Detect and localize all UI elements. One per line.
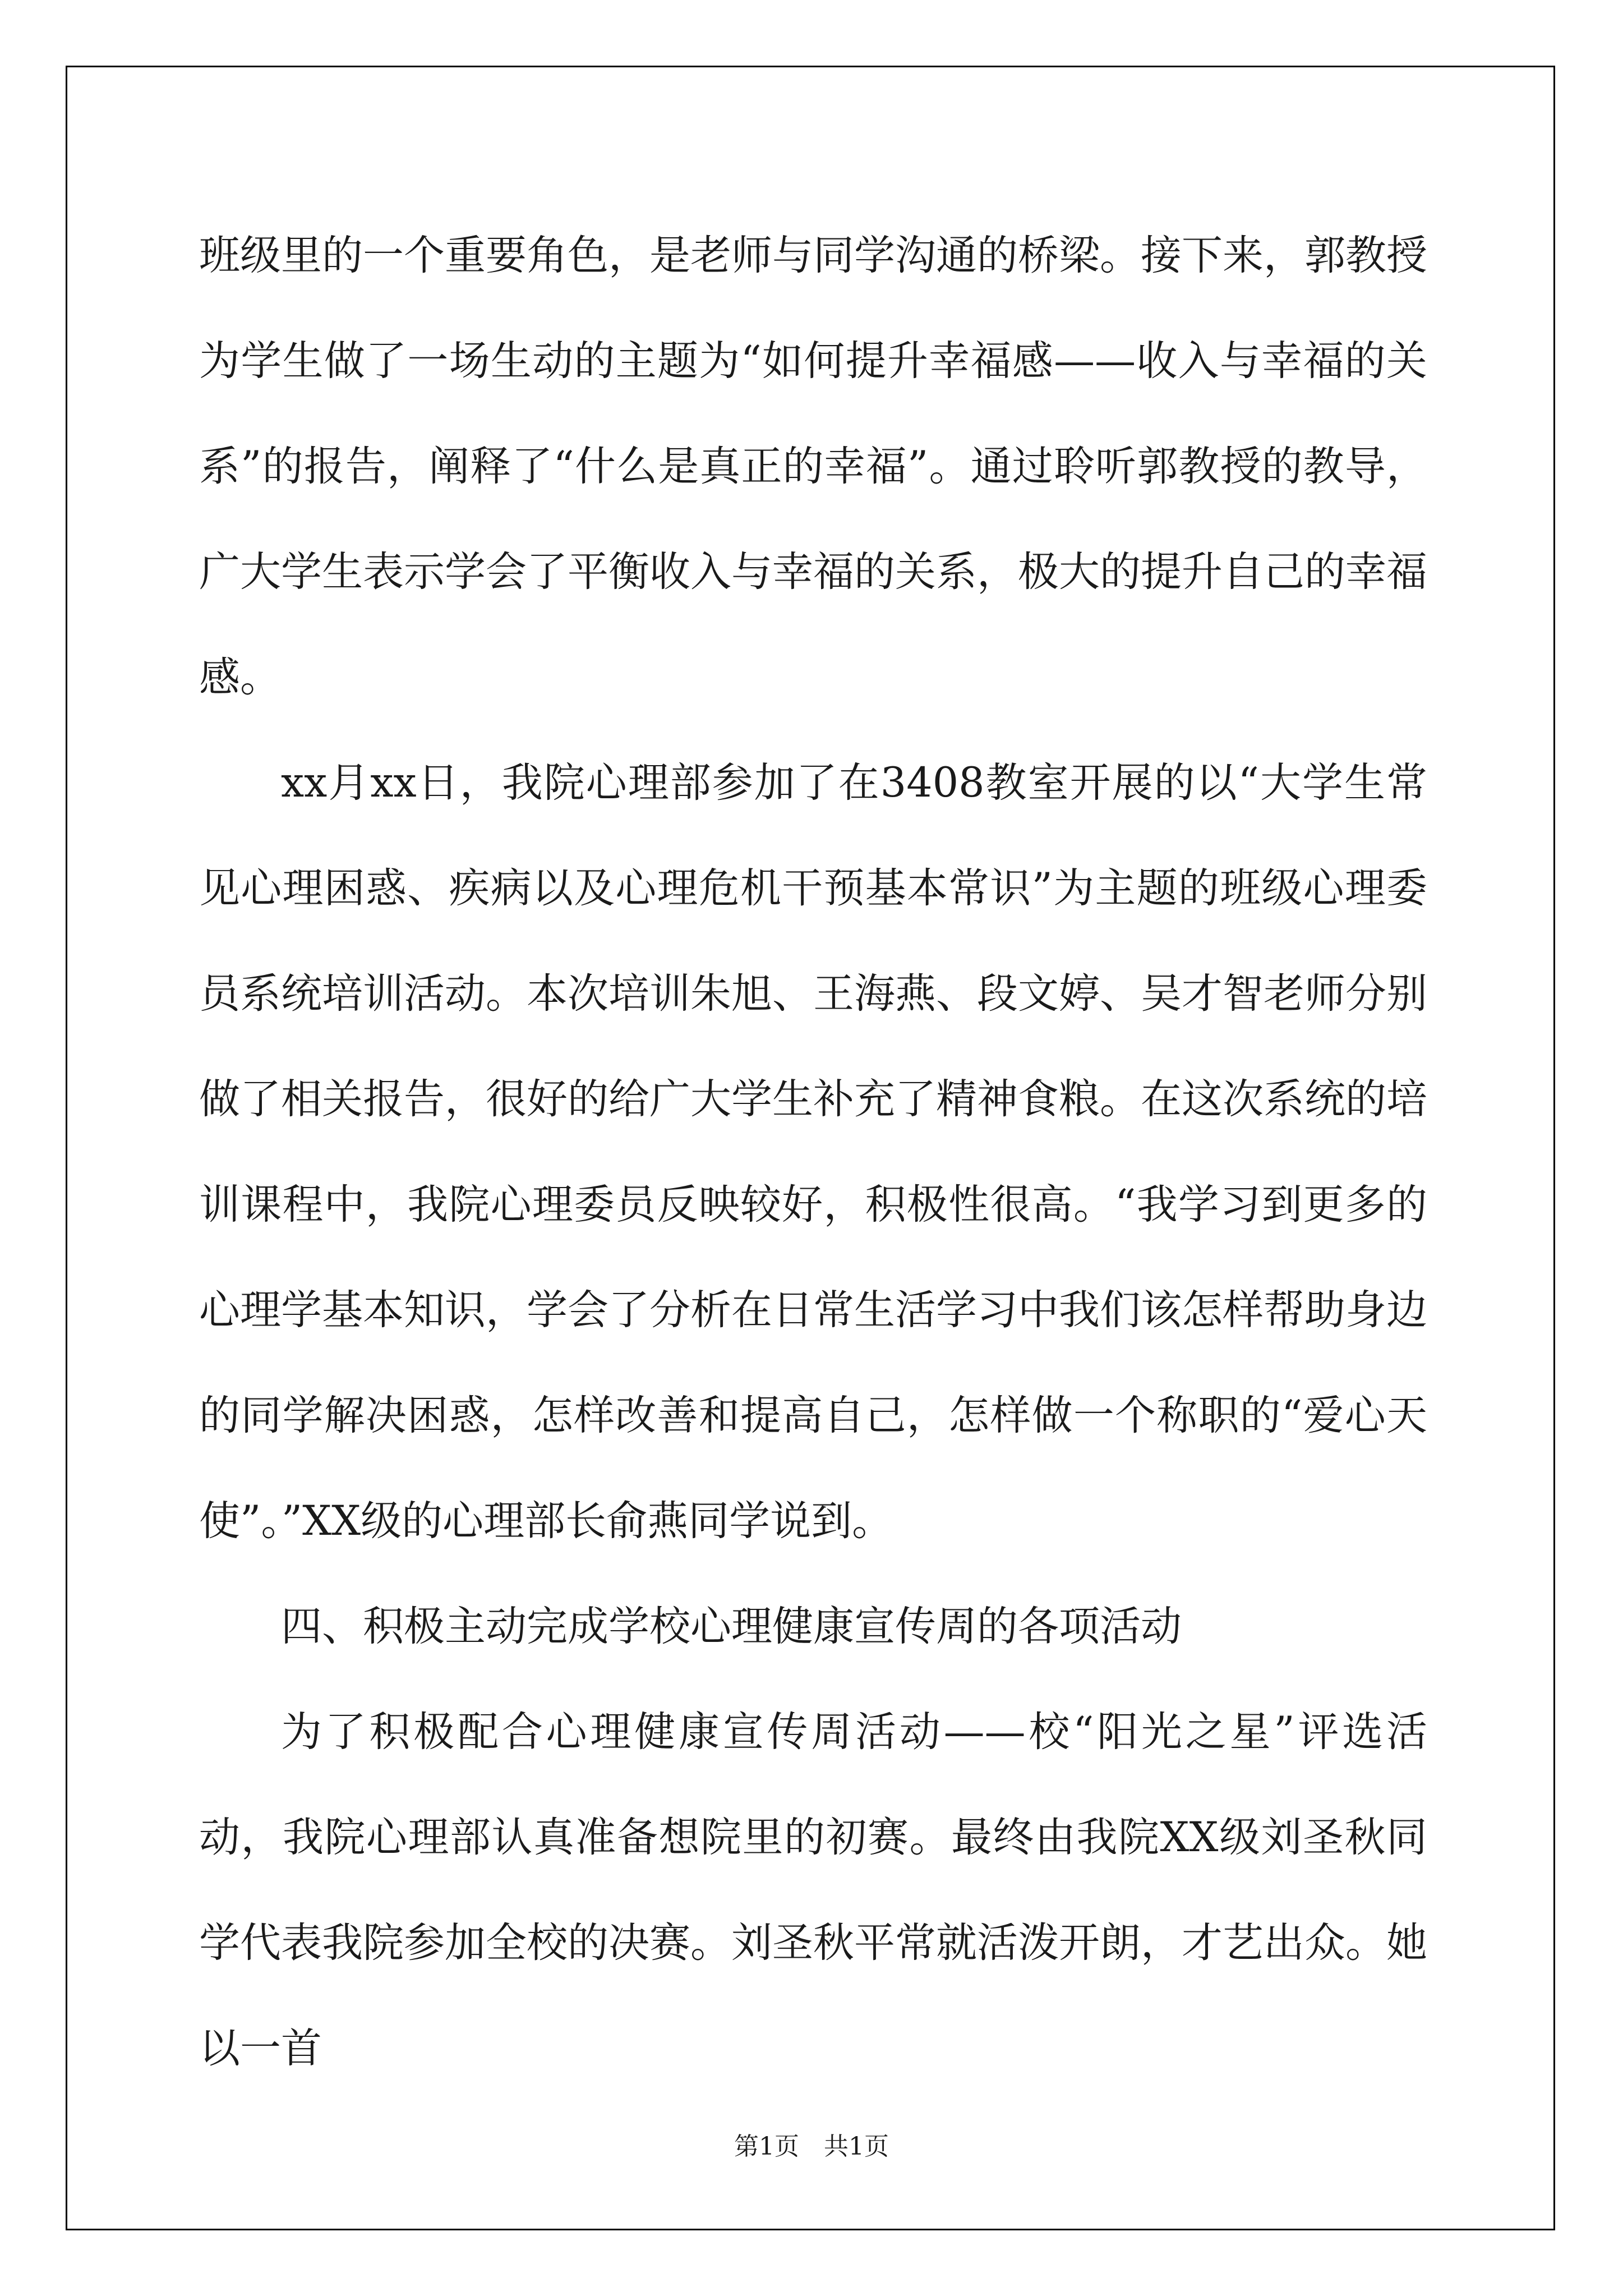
section-heading-4: 四、积极主动完成学校心理健康宣传周的各项活动 [281, 1603, 1182, 1650]
page-total: 共1页 [824, 2132, 889, 2161]
paragraph-3: 为了积极配合心理健康宣传周活动——校“阳光之星”评选活动，我院心理部认真准备想院里的初赛。最终由我院XX级刘圣秋同学代表我院参加全校的决赛。刘圣秋平常就活泼开朗，才艺出众。她以一首 [199, 1708, 1427, 2072]
page-footer [0, 2126, 1623, 2162]
document-body [199, 203, 1427, 2101]
paragraph-2: xx月xx日，我院心理部参加了在3408教室开展的以“大学生常见心理困惑、疾病以及心理危机干预基本常识”为主题的班级心理委员系统培训活动。本次培训朱旭、王海燕、段文婷、吴才智老师分别做了相关报告，很好的给广大学生补充了精神食粮。在这次系统的培训课程中，我院心理委员反映较好，积极性很高。“我学习到更多的心理学基本知识，学会了分析在日常生活学习中我们该怎样帮助身边的同学解决困惑，怎样改善和提高自己，怎样做一个称职的“爱心天使”。”XX级的心理部长俞燕同学说到。 [199, 759, 1427, 1545]
page-number: 第1页 [734, 2132, 799, 2161]
paragraph-1: 班级里的一个重要角色，是老师与同学沟通的桥梁。接下来，郭教授为学生做了一场生动的主题为“如何提升幸福感——收入与幸福的关系”的报告，阐释了“什么是真正的幸福”。通过聆听郭教授的教导，广大学生表示学会了平衡收入与幸福的关系，极大的提升自己的幸福感。 [199, 232, 1427, 701]
